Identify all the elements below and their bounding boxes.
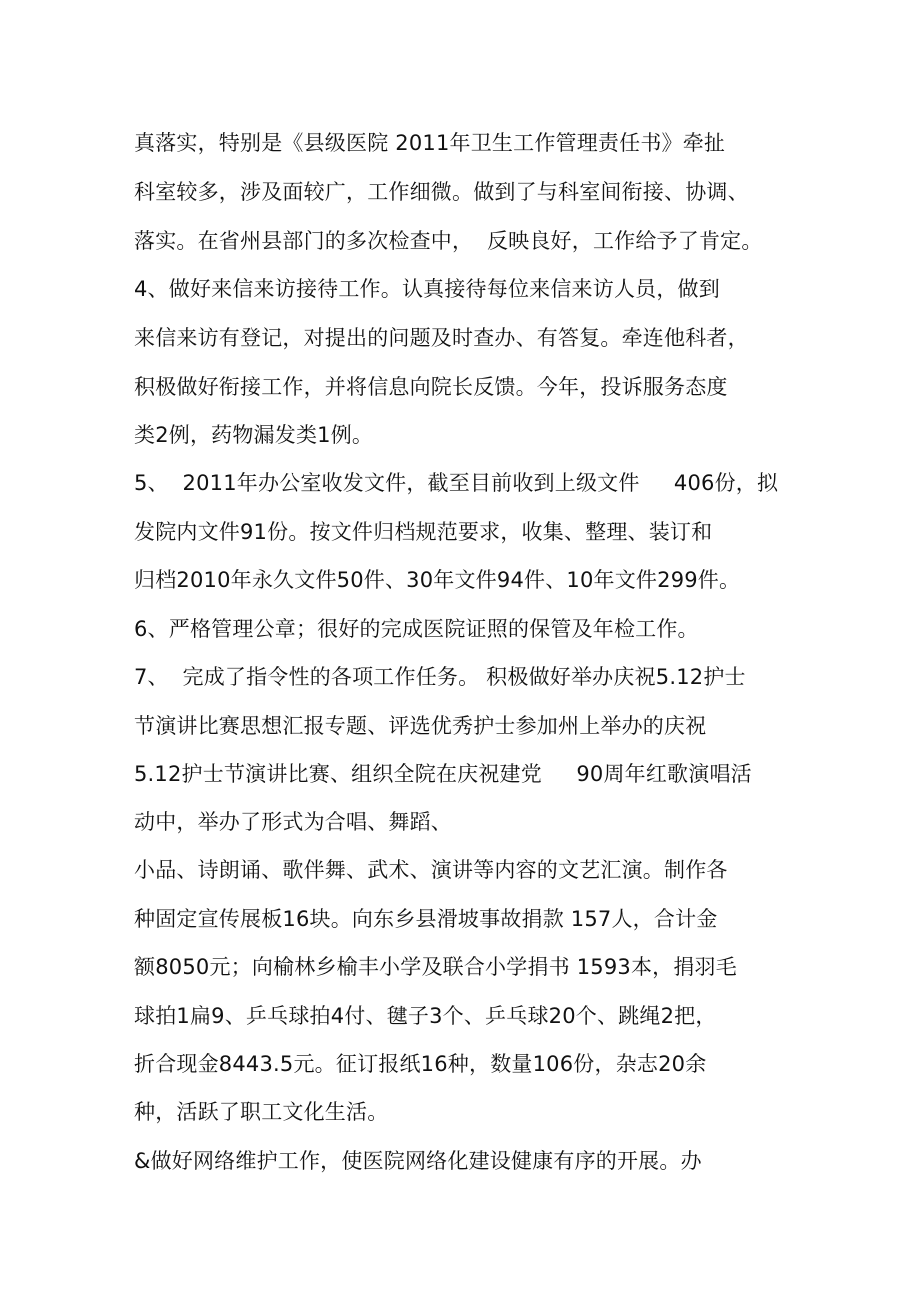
text-line: 折合现金8443.5元。征订报纸16种，数量106份，杂志20余 [134,1052,707,1076]
text-line: 4、做好来信来访接待工作。认真接待每位来信来访人员，做到 [134,277,720,301]
text-line: 落实。在省州县部门的多次检查中， 反映良好，工作给予了肯定。 [134,229,763,253]
text-line: 种，活跃了职工文化生活。 [134,1100,389,1124]
text-line: 归档2010年永久文件50件、30年文件94件、10年文件299件。 [134,568,741,592]
text-line: 节演讲比赛思想汇报专题、评选优秀护士参加州上举办的庆祝 [134,714,707,738]
text-line: 5、 2011年办公室收发文件，截至目前收到上级文件 406份，拟 [134,471,779,495]
text-line: 来信来访有登记，对提出的问题及时查办、有答复。牵连他科者， [134,326,749,350]
text-line: 动中，举办了形式为合唱、舞蹈、 [134,810,452,834]
text-line: 小品、诗朗诵、歌伴舞、武术、演讲等内容的文艺汇演。制作各 [134,858,728,882]
text-line: 球拍1扁9、乒乓球拍4付、毽子3个、乒乓球20个、跳绳2把， [134,1004,717,1028]
text-line: 类2例，药物漏发类1例。 [134,423,374,447]
text-line: 发院内文件91份。按文件归档规范要求，收集、整理、装订和 [134,520,713,544]
text-line: 额8050元；向榆林乡榆丰小学及联合小学捐书 1593本，捐羽毛 [134,955,737,979]
text-line: 7、 完成了指令性的各项工作任务。 积极做好举办庆祝5.12护士 [134,665,746,689]
text-line: 真落实，特别是《县级医院 2011年卫生工作管理责任书》牵扯 [134,131,726,155]
text-line: 种固定宣传展板16块。向东乡县滑坡事故捐款 157人，合计金 [134,907,718,931]
text-line: &做好网络维护工作，使医院网络化建设健康有序的开展。办 [134,1149,702,1173]
text-line: 5.12护士节演讲比赛、组织全院在庆祝建党 90周年红歌演唱活 [134,762,752,786]
text-line: 6、严格管理公章；很好的完成医院证照的保管及年检工作。 [134,617,699,641]
text-line: 积极做好衔接工作，并将信息向院长反馈。今年，投诉服务态度 [134,375,728,399]
text-line: 科室较多，涉及面较广，工作细微。做到了与科室间衔接、协调、 [134,180,749,204]
